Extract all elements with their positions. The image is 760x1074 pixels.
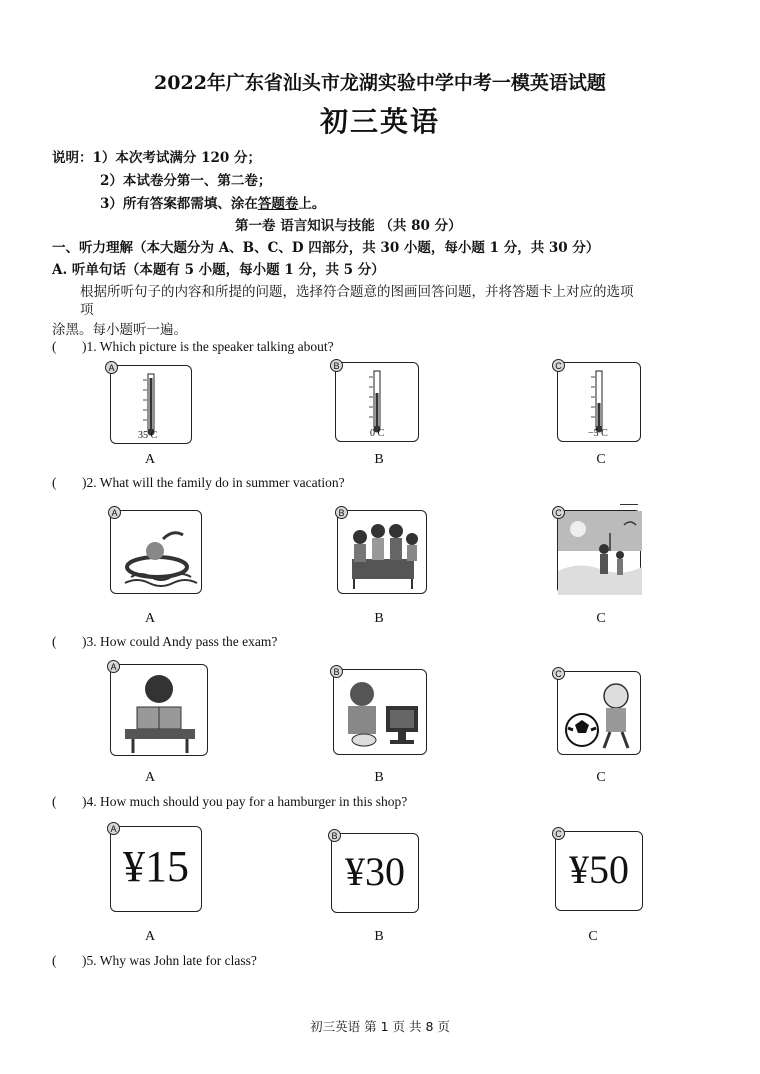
swimming-icon: [111, 511, 203, 595]
q1-option-label-c: C: [596, 452, 606, 467]
direction-line-1: 根据所听句子的内容和所提的问题，选择符合题意的图画回答问题，并将答题卡上对应的选项: [80, 284, 634, 300]
exam-subtitle: 初三英语: [319, 105, 440, 138]
q1-option-b-picture: [335, 362, 419, 442]
q2-option-label-b: B: [374, 611, 384, 626]
instruction-item-2: 2）本试卷分第一、第二卷；: [100, 173, 272, 189]
question-3-paren: (: [52, 634, 57, 649]
margin-mark: [620, 504, 638, 505]
video-games-icon: [334, 670, 428, 756]
q3-badge-a: A: [107, 660, 120, 673]
exam-title: 2022年广东省汕头市龙湖实验中学中考一模英语试题: [154, 72, 606, 94]
q1-badge-c: C: [552, 359, 565, 372]
q2-option-c-picture: [557, 510, 641, 594]
q4-option-label-b: B: [374, 929, 384, 944]
q1-option-label-b: B: [374, 452, 384, 467]
q1-option-a-temp: 35 C: [138, 430, 158, 441]
instructions-label: 说明：1）本次考试满分 120 分；: [52, 150, 261, 166]
q4-option-label-a: A: [144, 929, 156, 944]
q3-option-label-a: A: [144, 770, 156, 785]
q1-badge-a: A: [105, 361, 118, 374]
question-3-text: )3. How could Andy pass the exam?: [82, 634, 278, 649]
q4-option-c-picture: [555, 831, 643, 911]
family-outdoors-icon: [558, 511, 642, 595]
page-footer: 初三英语 第 1 页 共 8 页: [310, 1019, 450, 1034]
q3-option-label-b: B: [374, 770, 384, 785]
q3-badge-b: B: [330, 665, 343, 678]
q1-option-c-picture: [557, 362, 641, 442]
question-5-text: )5. Why was John late for class?: [82, 953, 257, 968]
q1-option-c-temp: −5 C: [588, 428, 608, 439]
family-dinner-icon: [338, 511, 428, 595]
q2-badge-c: C: [552, 506, 565, 519]
q2-option-a-picture: [110, 510, 202, 594]
q4-option-b-price: ¥30: [345, 849, 405, 894]
volume-heading: 第一卷 语言知识与技能 （共 80 分）: [235, 218, 462, 234]
q2-badge-b: B: [335, 506, 348, 519]
q4-badge-b: B: [328, 829, 341, 842]
question-4-text: )4. How much should you pay for a hamburger in this shop?: [82, 794, 408, 809]
direction-line-1-wrap: 项: [80, 302, 94, 318]
q4-badge-c: C: [552, 827, 565, 840]
studying-icon: [111, 665, 209, 757]
question-1-text: )1. Which picture is the speaker talking about?: [82, 339, 334, 354]
q3-option-c-picture: [557, 671, 641, 755]
q1-option-label-a: A: [144, 452, 156, 467]
question-4-paren: (: [52, 794, 57, 809]
partA-heading: A. 听单句话（本题有 5 小题，每小题 1 分，共 5 分）: [52, 262, 385, 278]
q4-option-a-price: ¥15: [123, 842, 189, 891]
q4-option-b-picture: [331, 833, 419, 913]
question-1-paren: (: [52, 339, 57, 354]
question-2-text: )2. What will the family do in summer vacation?: [82, 475, 345, 490]
q1-option-a-picture: [110, 365, 192, 444]
question-2-paren: (: [52, 475, 57, 490]
q3-option-a-picture: [110, 664, 208, 756]
q4-option-label-c: C: [588, 929, 598, 944]
part1-heading: 一、听力理解（本大题分为 A、B、C、D 四部分，共 30 小题，每小题 1 分，共 30 分）: [52, 240, 600, 256]
soccer-ball-icon: [558, 672, 642, 756]
q4-option-c-price: ¥50: [569, 847, 629, 892]
q2-option-b-picture: [337, 510, 427, 594]
q4-option-a-picture: [110, 826, 202, 912]
q3-option-label-c: C: [596, 770, 606, 785]
instruction-item-3: 3）所有答案都需填、涂在答题卷上。: [100, 196, 326, 212]
q3-badge-c: C: [552, 667, 565, 680]
q2-option-label-a: A: [144, 611, 156, 626]
q1-option-b-temp: 0 C: [370, 428, 385, 439]
q3-option-b-picture: [333, 669, 427, 755]
q2-badge-a: A: [108, 506, 121, 519]
direction-line-2: 涂黑。每小题听一遍。: [52, 322, 187, 338]
question-5-paren: (: [52, 953, 57, 968]
q2-option-label-c: C: [596, 611, 606, 626]
q1-badge-b: B: [330, 359, 343, 372]
q4-badge-a: A: [107, 822, 120, 835]
